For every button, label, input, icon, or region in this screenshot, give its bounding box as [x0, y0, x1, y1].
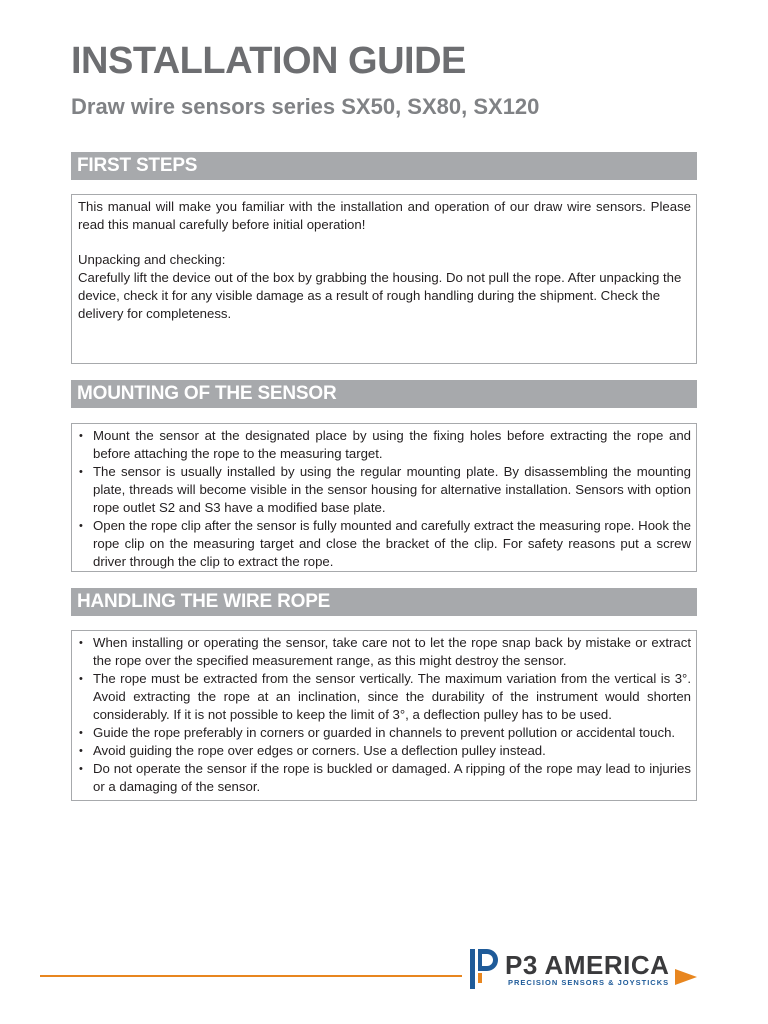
first-steps-box: [71, 194, 697, 364]
bullet-icon: •: [79, 637, 83, 649]
section-heading-first-steps: FIRST STEPS: [71, 152, 697, 180]
bullet-icon: •: [79, 727, 83, 739]
page-subtitle: Draw wire sensors series SX50, SX80, SX120: [71, 94, 540, 119]
p3-logo-icon: [470, 947, 498, 989]
bullet-icon: •: [79, 430, 83, 442]
list-item: • Open the rope clip after the sensor is fully mounted and carefully extract the measuring rope. Hook the rope clip on the measuring target and close the bracket of the clip. For safety reasons put a screw driver through the clip to extract the rope.: [79, 518, 691, 569]
list-item: • Do not operate the sensor if the rope is buckled or damaged. A ripping of the rope may lead to injuries or a damaging of the sensor.: [79, 761, 691, 794]
bullet-icon: •: [79, 520, 83, 532]
page-title: INSTALLATION GUIDE: [71, 40, 466, 82]
footer-divider: [40, 975, 462, 977]
bullet-icon: •: [79, 745, 83, 757]
unpacking-heading: Unpacking and checking:: [78, 252, 226, 267]
intro-paragraph: This manual will make you familiar with the installation and operation of our draw wire sensors. Please read this manual carefully before initial operation!: [78, 199, 691, 232]
mounting-list: [78, 427, 691, 571]
bullet-icon: •: [79, 673, 83, 685]
list-item: • Avoid guiding the rope over edges or corners. Use a deflection pulley instead.: [79, 743, 546, 758]
brand-tagline: PRECISION SENSORS & JOYSTICKS: [508, 978, 670, 987]
mounting-box: [71, 423, 697, 572]
bullet-icon: •: [79, 466, 83, 478]
brand-name: P3 AMERICA: [505, 950, 670, 980]
section-heading-mounting: MOUNTING OF THE SENSOR: [71, 380, 697, 408]
list-item: • When installing or operating the sensor, take care not to let the rope snap back by mistake or extract the rope over the specified measurement range, as this might destroy the sensor.: [79, 635, 691, 668]
handling-box: [71, 630, 697, 801]
bullet-icon: •: [79, 763, 83, 775]
list-item: • Guide the rope preferably in corners or guarded in channels to prevent pollution or accidental touch.: [79, 725, 676, 740]
handling-list: [78, 634, 691, 796]
section-heading-handling: HANDLING THE WIRE ROPE: [71, 588, 697, 616]
orange-triangle-arrow-icon: [675, 969, 697, 985]
list-item: • The sensor is usually installed by using the regular mounting plate. By disassembling the mounting plate, threads will become visible in the sensor housing for alternative installation. Sensors with option rope outlet S2 and S3 have a modified base plate.: [79, 464, 691, 515]
list-item: • The rope must be extracted from the sensor vertically. The maximum variation from the vertical is 3°. Avoid extracting the rope at an inclination, since the durability of the instrument would shorten considerably. If it is not possible to keep the limit of 3°, a deflection pulley has to be used.: [79, 671, 691, 722]
unpacking-paragraph: Carefully lift the device out of the box by grabbing the housing. Do not pull the rope. After unpacking the device, check it for any visible damage as a result of rough handling during the shipment. Check the delivery for completeness.: [78, 270, 682, 321]
list-item: • Mount the sensor at the designated place by using the fixing holes before extracting the rope and before attaching the rope to the measuring target.: [79, 428, 691, 461]
